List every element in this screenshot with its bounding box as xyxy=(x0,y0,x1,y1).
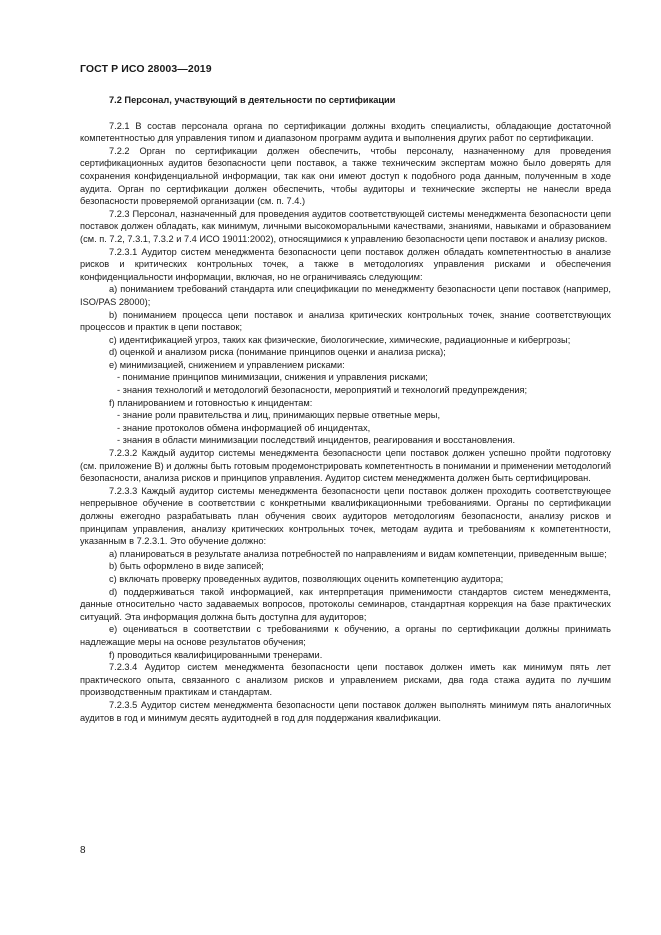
list-item-d: d) поддерживаться такой информацией, как интерпретация применимости стандартов систем менеджмента, данные относительно часто задаваемых вопросов, протоколы семинаров, стандартная коррекция на базе практических ситуаций. Эта информация должна быть доступна для аудиторов; xyxy=(80,586,611,622)
section-title: 7.2 Персонал, участвующий в деятельности по сертификации xyxy=(109,95,396,105)
list-item-a: a) планироваться в результате анализа потребностей по направлениям и видам компетенции, приведенным выше; xyxy=(109,548,607,559)
list-item-c: c) идентификацией угроз, таких как физические, биологические, химические, радиационные и кибергрозы; xyxy=(109,334,571,345)
paragraph-7-2-1: 7.2.1 В состав персонала органа по сертификации должны входить специалисты, обладающие достаточной компетентностью для управления типом и диапазоном программ аудита и выполнения других работ по сертификации. xyxy=(80,120,611,144)
paragraph-7-2-3-4: 7.2.3.4 Аудитор систем менеджмента безопасности цепи поставок должен иметь как минимум пять лет практического опыта, связанного с анализом рисков и управлением рисками, два года стажа аудита по лучшим производственным практикам и стандартам. xyxy=(80,662,611,698)
list-item-d: d) оценкой и анализом риска (понимание принципов оценки и анализа риска); xyxy=(109,347,446,358)
dash-item: - знание роли правительства и лиц, принимающих первые ответные меры, xyxy=(117,410,441,421)
document-header: ГОСТ Р ИСО 28003—2019 xyxy=(80,63,212,75)
paragraph-7-2-3: 7.2.3 Персонал, назначенный для проведения аудитов соответствующей системы менеджмента безопасности цепи поставок должен обладать, как минимум, личными высокоморальными качествами, знаниями, навыками и образованием (см. п. 7.2, 7.3.1, 7.3.2 и 7.4 ИСО 19011:2002), относящимися к управлению безопасности цепи поставок и анализу рисков. xyxy=(80,208,611,244)
list-item-f: f) проводиться квалифицированными тренерами. xyxy=(109,649,323,660)
list-item-b: b) быть оформлено в виде записей; xyxy=(109,561,264,572)
list-item-e: e) оцениваться в соответствии с требованиями к обучению, а органы по сертификации должны принимать надлежащие меры на основе результатов обучения; xyxy=(80,624,611,647)
dash-item: - знания технологий и методологий безопасности, мероприятий и технологий предупреждения; xyxy=(117,385,528,396)
paragraph-7-2-3-3: 7.2.3.3 Каждый аудитор системы менеджмента безопасности цепи поставок должен проходить соответствующее непрерывное обучение в соответствии с конкретными квалификационными требованиями. Органы по сертификации должны ежегодно разрабатывать план обучения своих аудиторов методологиям безопасности, анализу рисков и принципам управления, анализу критических контрольных точек, методам аудита и требованиям к компетентности, указанным в 7.2.3.1. Это обучение должно: xyxy=(80,485,611,547)
paragraph-7-2-3-5: 7.2.3.5 Аудитор систем менеджмента безопасности цепи поставок должен выполнять минимум пять аналогичных аудитов в год и минимум десять аудитодней в год для поддержания квалификации. xyxy=(80,699,611,723)
document-body xyxy=(80,94,611,724)
list-item-e: e) минимизацией, снижением и управлением рисками: xyxy=(109,359,345,370)
paragraph-7-2-3-2: 7.2.3.2 Каждый аудитор системы менеджмента безопасности цепи поставок должен успешно пройти подготовку (см. приложение В) и должны быть готовым продемонстрировать компетентность в понимании и применении методологий безопасности, анализа рисков и принципов управления. Аудитор систем менеджмента должен быть сертифицирован. xyxy=(80,448,611,484)
list-item-c: c) включать проверку проведенных аудитов, позволяющих оценить компетенцию аудитора; xyxy=(109,573,504,584)
paragraph-7-2-3-1: 7.2.3.1 Аудитор систем менеджмента безопасности цепи поставок должен обладать компетентностью в анализе рисков и критических контрольных точек, а также в методологиях управления рисками и обеспечения конфиденциальности информации, включая, но не ограничиваясь следующим: xyxy=(80,246,611,282)
list-item-a: a) пониманием требований стандарта или спецификации по менеджменту безопасности цепи поставок (например, ISO/PAS 28000); xyxy=(80,284,611,307)
dash-item: - понимание принципов минимизации, снижения и управления рисками; xyxy=(117,372,428,383)
dash-item: - знание протоколов обмена информацией об инцидентах, xyxy=(117,422,371,433)
page-number: 8 xyxy=(80,845,86,856)
list-item-b: b) пониманием процесса цепи поставок и анализа критических контрольных точек, знание соответствующих процессов и практик в цепи поставок; xyxy=(80,309,611,333)
paragraph-7-2-2: 7.2.2 Орган по сертификации должен обеспечить, чтобы персоналу, назначенному для проведения сертификационных аудитов безопасности цепи поставок, а также техническим экспертам можно было доверять для сохранения конфиденциальной информации, так как они имеют доступ к подобного рода данным, полученным в ходе аудита. Орган по сертификации должен обеспечить, чтобы аудиторы и технические эксперты не нанесли вреда безопасности проверяемой организации (см. п. 7.4.) xyxy=(80,145,611,207)
dash-item: - знания в области минимизации последствий инцидентов, реагирования и восстановления. xyxy=(117,435,516,446)
list-item-f: f) планированием и готовностью к инцидентам: xyxy=(109,397,313,408)
